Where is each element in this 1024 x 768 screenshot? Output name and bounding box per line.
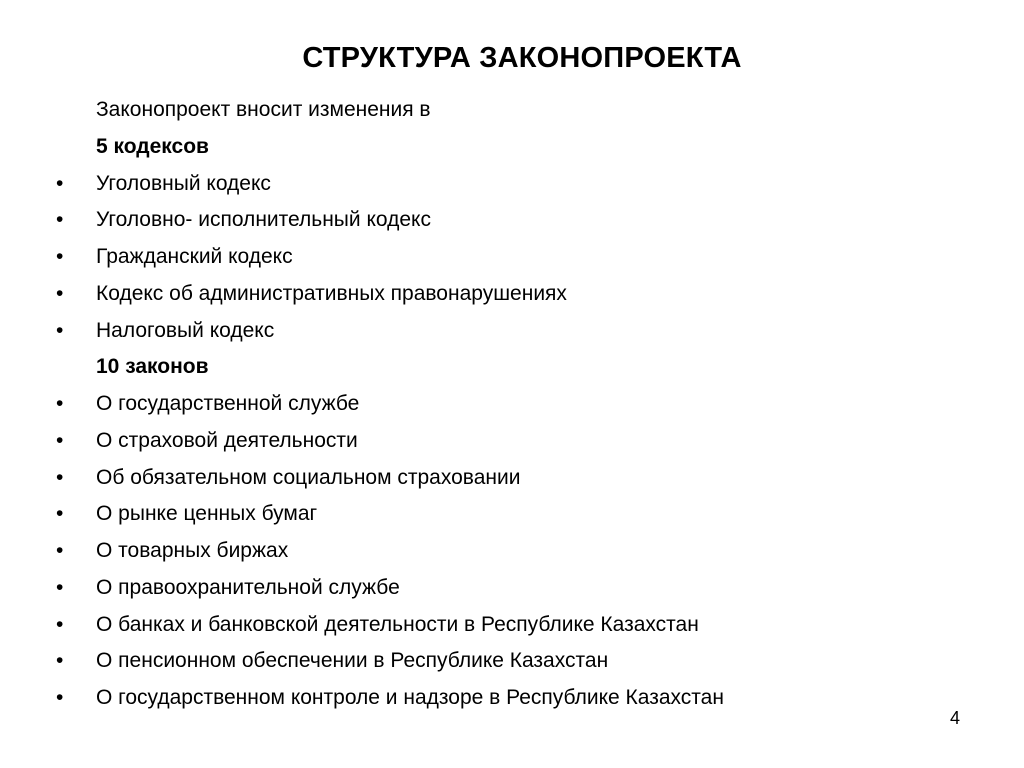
list-item <box>0 607 1024 644</box>
laws-heading-text: 10 законов <box>96 355 209 379</box>
bullet-icon: • <box>56 612 64 636</box>
list-item <box>0 386 1024 423</box>
slide-title: СТРУКТУРА ЗАКОНОПРОЕКТА <box>302 42 742 74</box>
codes-heading <box>0 129 1024 166</box>
laws-list <box>0 386 1024 717</box>
list-item <box>0 496 1024 533</box>
bullet-icon: • <box>56 318 64 342</box>
list-item <box>0 423 1024 460</box>
list-item <box>0 533 1024 570</box>
list-item-text: О страховой деятельности <box>96 428 358 452</box>
list-item-text: О банках и банковской деятельности в Республике Казахстан <box>96 612 699 636</box>
bullet-icon: • <box>56 281 64 305</box>
list-item-text: Об обязательном социальном страховании <box>96 465 521 489</box>
list-item <box>0 570 1024 607</box>
list-item-text: О государственном контроле и надзоре в Республике Казахстан <box>96 686 724 709</box>
list-item <box>0 313 1024 350</box>
bullet-icon: • <box>56 171 64 195</box>
page-number: 4 <box>950 708 961 728</box>
list-item-text: О товарных биржах <box>96 539 289 562</box>
intro-text: Законопроект вносит изменения в <box>96 98 431 121</box>
list-item <box>0 643 1024 680</box>
bullet-icon: • <box>56 539 64 562</box>
list-item <box>0 202 1024 239</box>
bullet-icon: • <box>56 245 64 268</box>
intro-line <box>0 92 1024 129</box>
list-item-text: Кодекс об административных правонарушениях <box>96 281 567 305</box>
bullet-icon: • <box>56 502 64 526</box>
list-item <box>0 680 1024 717</box>
laws-heading <box>0 349 1024 386</box>
bullet-icon: • <box>56 575 64 599</box>
list-item-text: О государственной службе <box>96 392 360 415</box>
list-item-text: Гражданский кодекс <box>96 245 293 268</box>
list-item-text: Уголовно- исполнительный кодекс <box>96 208 431 232</box>
list-item-text: Налоговый кодекс <box>96 318 275 342</box>
bullet-icon: • <box>56 649 64 673</box>
list-item-text: Уголовный кодекс <box>96 171 271 195</box>
list-item <box>0 460 1024 497</box>
bullet-icon: • <box>56 686 64 709</box>
list-item <box>0 166 1024 203</box>
list-item <box>0 239 1024 276</box>
codes-list <box>0 166 1024 350</box>
bullet-icon: • <box>56 392 64 415</box>
list-item-text: О правоохранительной службе <box>96 575 400 599</box>
codes-heading-text: 5 кодексов <box>96 134 209 158</box>
slide-content <box>0 92 1024 717</box>
list-item-text: О рынке ценных бумаг <box>96 502 318 526</box>
list-item-text: О пенсионном обеспечении в Республике Казахстан <box>96 649 609 673</box>
list-item <box>0 276 1024 313</box>
bullet-icon: • <box>56 428 64 452</box>
bullet-icon: • <box>56 465 64 489</box>
bullet-icon: • <box>56 208 64 232</box>
